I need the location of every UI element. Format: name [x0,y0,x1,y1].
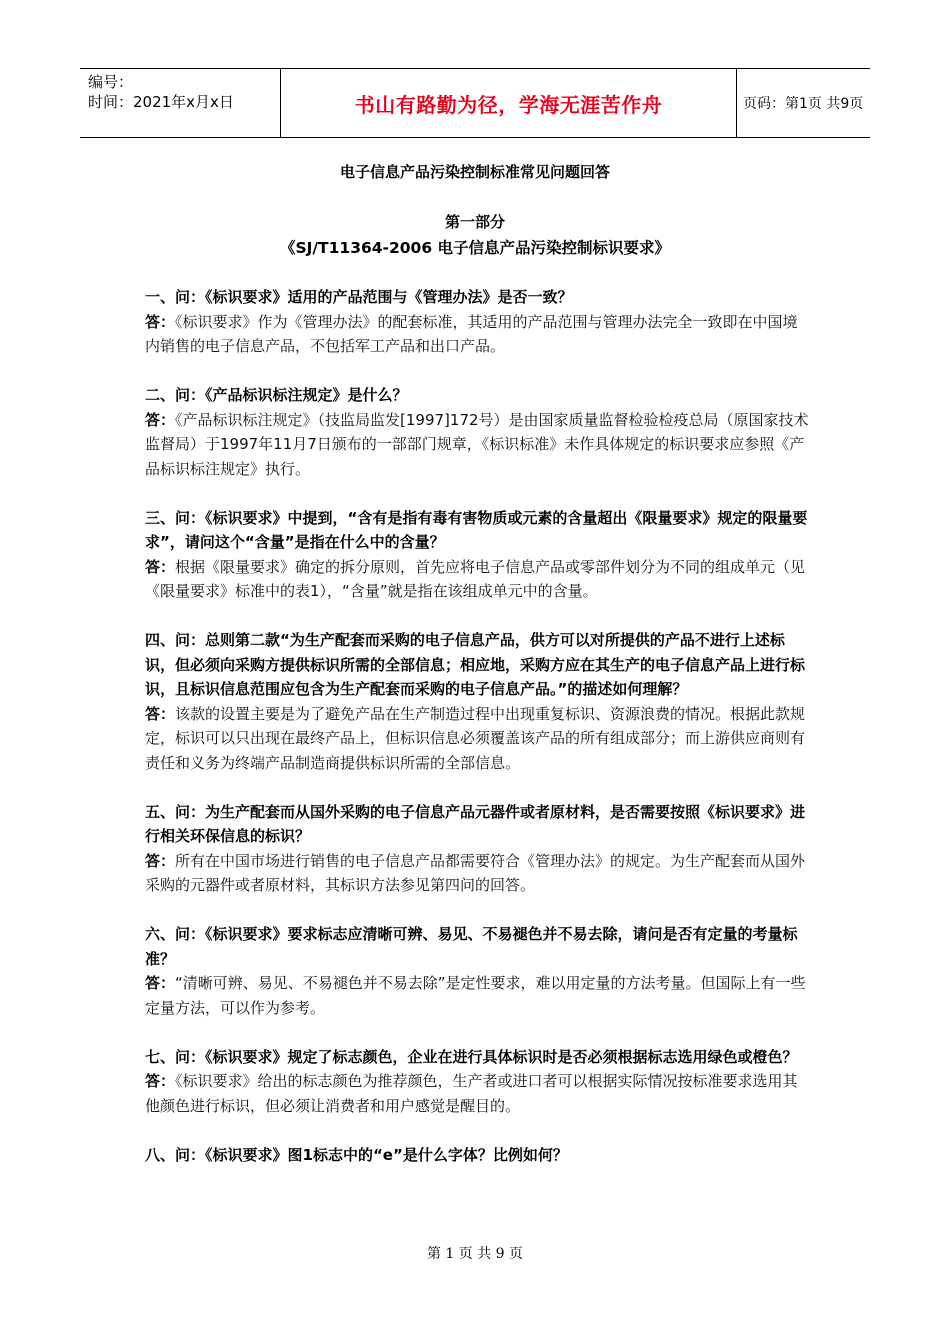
qa-item [145,628,810,775]
document-title: 电子信息产品污染控制标准常见问题回答 [339,163,610,181]
answer-label: 答： [145,974,176,992]
question: 三、问：《标识要求》中提到，“含有是指有毒有害物质或元素的含量超出《限量要求》规定的限量要求”，请问这个“含量”是指在什么中的含量？ [145,508,808,551]
answer-text: 《标识要求》作为《管理办法》的配套标准，其适用的产品范围与管理办法完全一致即在中国境内销售的电子信息产品，不包括军工产品和出口产品。 [145,312,798,355]
part-title: 第一部分 [444,213,505,231]
answer-label: 答： [145,557,176,576]
answer [145,702,810,776]
answer-text: 根据《限量要求》确定的拆分原则，首先应将电子信息产品或零部件划分为不同的组成单元（见《限量要求》标准中的表1），“含量”就是指在该组成单元中的含量。 [145,557,806,600]
qa-item [145,285,810,359]
answer [145,555,810,604]
qa-item [145,1143,810,1168]
header-meta [80,69,280,137]
question: 四、问：总则第二款“为生产配套而采购的电子信息产品，供方可以对所提供的产品不进行上述标识，但必须向采购方提供标识所需的全部信息；相应地，采购方应在其生产的电子信息产品上进行标识，且标识信息范围应包含为生产配套而采购的电子信息产品。”的描述如何理解？ [145,631,806,698]
qa-item [145,506,810,604]
answer-text: 《产品标识标注规定》（技监局监发[1997]172号）是由国家质量监督检验检疫总局（原国家技术监督局）于1997年11月7日颁布的一部部门规章，《标识标准》未作具体规定的标识要求应参照《产品标识标注规定》执行。 [145,410,809,478]
header-motto: 书山有路勤为径，学海无涯苦作舟 [354,92,663,117]
answer [145,849,810,898]
header-number: 编号： [88,73,134,91]
answer-text: 该款的设置主要是为了避免产品在生产制造过程中出现重复标识、资源浪费的情况。根据此款规定，标识可以只出现在最终产品上，但标识信息必须覆盖该产品的所有组成部分；而上游供应商则有责任和义务为终端产品制造商提供标识所需的全部信息。 [145,704,806,772]
answer-label: 答： [145,312,176,331]
page-header [80,68,870,138]
header-time: 时间：2021年x月x日 [88,93,234,111]
qa-item [145,922,810,1020]
header-motto-cell [280,69,737,137]
qa-item [145,800,810,898]
page-footer: 第 1 页 共 9 页 [426,1246,524,1262]
answer [145,310,810,359]
qa-item [145,1045,810,1119]
answer [145,1069,810,1118]
question: 一、问：《标识要求》适用的产品范围与《管理办法》是否一致？ [145,288,573,306]
question: 六、问：《标识要求》要求标志应清晰可辨、易见、不易褪色并不易去除，请问是否有定量的考量标准？ [145,925,798,968]
header-page-info: 页码：第1页 共9页 [743,96,864,112]
answer-text: “清晰可辨、易见、不易褪色并不易去除”是定性要求，难以用定量的方法考量。但国际上有一些定量方法，可以作为参考。 [145,974,806,1017]
answer-text: 《标识要求》给出的标志颜色为推荐颜色，生产者或进口者可以根据实际情况按标准要求选用其他颜色进行标识，但必须让消费者和用户感觉是醒目的。 [145,1072,798,1115]
answer-label: 答： [145,1072,176,1090]
answer-label: 答： [145,704,176,723]
answer [145,408,810,482]
answer [145,971,810,1020]
part-subtitle: 《SJ/T11364-2006 电子信息产品污染控制标识要求》 [279,239,671,257]
question: 二、问：《产品标识标注规定》是什么？ [145,386,408,404]
answer-label: 答： [145,410,176,429]
question: 七、问：《标识要求》规定了标志颜色，企业在进行具体标识时是否必须根据标志选用绿色或橙色？ [145,1047,798,1066]
question: 五、问：为生产配套而从国外采购的电子信息产品元器件或者原材料，是否需要按照《标识要求》进行相关环保信息的标识？ [145,802,806,845]
qa-item [145,383,810,481]
answer-label: 答： [145,851,176,870]
question: 八、问：《标识要求》图1标志中的“e”是什么字体？比例如何？ [145,1145,568,1164]
answer-text: 所有在中国市场进行销售的电子信息产品都需要符合《管理办法》的规定。为生产配套而从国外采购的元器件或者原材料，其标识方法参见第四问的回答。 [145,851,806,894]
qa-list [145,285,810,1192]
